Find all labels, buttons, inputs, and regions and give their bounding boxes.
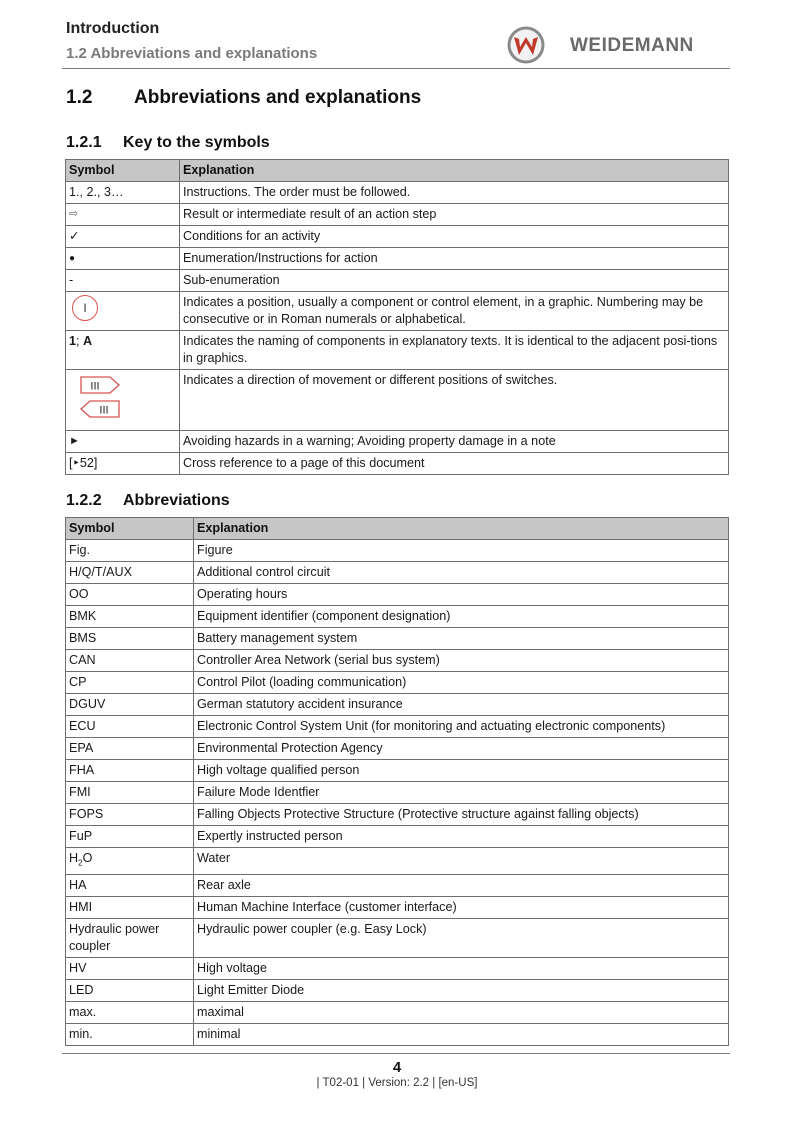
table-row bbox=[66, 782, 729, 804]
meaning-cell: High voltage bbox=[194, 957, 729, 979]
table-row bbox=[66, 248, 729, 270]
meaning-cell: Equipment identifier (component designation) bbox=[194, 606, 729, 628]
document-version: | T02-01 | Version: 2.2 | [en-US] bbox=[316, 1077, 478, 1089]
meaning-cell: maximal bbox=[194, 1001, 729, 1023]
table-row bbox=[66, 270, 729, 292]
meaning-cell: Operating hours bbox=[194, 584, 729, 606]
meaning-cell: German statutory accident insurance bbox=[194, 694, 729, 716]
explanation-cell: Enumeration/Instructions for action bbox=[180, 248, 729, 270]
abbreviations-table bbox=[65, 517, 729, 1046]
abbreviation-cell: min. bbox=[66, 1023, 194, 1045]
abbreviation-cell: CAN bbox=[66, 650, 194, 672]
formula-subscript: 2 bbox=[78, 858, 83, 868]
table-row bbox=[66, 606, 729, 628]
abbreviation-cell: Fig. bbox=[66, 540, 194, 562]
direction-left-label: III bbox=[99, 404, 109, 417]
explanation-cell: Sub-enumeration bbox=[180, 270, 729, 292]
meaning-cell: Environmental Protection Agency bbox=[194, 738, 729, 760]
table-row bbox=[66, 204, 729, 226]
abbreviation-cell: FHA bbox=[66, 760, 194, 782]
explanation-cell: Cross reference to a page of this document bbox=[180, 453, 729, 475]
table-row bbox=[66, 292, 729, 331]
formula-tail: O bbox=[82, 851, 93, 865]
symbol-cell: ✓ bbox=[66, 226, 180, 248]
explanation-cell: Result or intermediate result of an action step bbox=[180, 204, 729, 226]
abbreviation-cell: EPA bbox=[66, 738, 194, 760]
table-row bbox=[66, 431, 729, 453]
footer-divider bbox=[62, 1053, 730, 1054]
table-row bbox=[66, 760, 729, 782]
table-row bbox=[66, 540, 729, 562]
direction-left-icon bbox=[80, 400, 120, 418]
column-header-symbol: Symbol bbox=[66, 160, 180, 182]
weidemann-logo-icon bbox=[506, 25, 546, 65]
meaning-cell: Additional control circuit bbox=[194, 562, 729, 584]
table-row bbox=[66, 562, 729, 584]
table-row bbox=[66, 804, 729, 826]
table-header-row bbox=[66, 160, 729, 182]
table-row bbox=[66, 874, 729, 896]
meaning-cell: Light Emitter Diode bbox=[194, 979, 729, 1001]
symbol-cell: 1., 2., 3… bbox=[66, 182, 180, 204]
table-row bbox=[66, 979, 729, 1001]
meaning-cell: Battery management system bbox=[194, 628, 729, 650]
table-row bbox=[66, 896, 729, 918]
symbol-separator: ; bbox=[76, 334, 84, 348]
logo-wordmark: WEIDEMANN bbox=[570, 35, 694, 56]
header-divider bbox=[62, 68, 730, 69]
table-row bbox=[66, 672, 729, 694]
explanation-cell: Indicates the naming of components in explanatory texts. It is identical to the adjacent posi-tions in graphics. bbox=[180, 331, 729, 370]
meaning-cell: minimal bbox=[194, 1023, 729, 1045]
meaning-cell: Failure Mode Identfier bbox=[194, 782, 729, 804]
symbol-cell bbox=[66, 370, 180, 431]
table-row bbox=[66, 1023, 729, 1045]
abbreviation-cell: HMI bbox=[66, 896, 194, 918]
table-row bbox=[66, 650, 729, 672]
explanation-cell: Indicates a direction of movement or different positions of switches. bbox=[180, 370, 729, 431]
table-row bbox=[66, 694, 729, 716]
meaning-cell: Falling Objects Protective Structure (Protective structure against falling objects) bbox=[194, 804, 729, 826]
subsection-number: 1.2.1 bbox=[66, 134, 102, 151]
symbol-cell bbox=[66, 331, 180, 370]
abbreviation-cell: FuP bbox=[66, 826, 194, 848]
abbreviation-cell: BMS bbox=[66, 628, 194, 650]
column-header-symbol: Symbol bbox=[66, 518, 194, 540]
table-row bbox=[66, 738, 729, 760]
abbreviation-cell: CP bbox=[66, 672, 194, 694]
symbols-table bbox=[65, 159, 729, 475]
formula-base: H bbox=[69, 851, 79, 865]
abbreviation-cell: H/Q/T/AUX bbox=[66, 562, 194, 584]
subsection-title: Abbreviations bbox=[123, 492, 230, 509]
meaning-cell: Hydraulic power coupler (e.g. Easy Lock) bbox=[194, 918, 729, 957]
abbreviation-cell: ECU bbox=[66, 716, 194, 738]
meaning-cell: Electronic Control System Unit (for monitoring and actuating electronic components) bbox=[194, 716, 729, 738]
component-letter-label: A bbox=[83, 334, 93, 348]
page-number: 4 bbox=[392, 1059, 402, 1076]
symbol-cell: ● bbox=[66, 248, 180, 270]
symbol-cell: ► bbox=[66, 431, 180, 453]
table-row bbox=[66, 826, 729, 848]
component-number-label: 1 bbox=[69, 334, 77, 348]
meaning-cell: Human Machine Interface (customer interface) bbox=[194, 896, 729, 918]
abbreviation-cell: max. bbox=[66, 1001, 194, 1023]
table-row bbox=[66, 331, 729, 370]
position-marker-icon: I bbox=[72, 295, 98, 321]
explanation-cell: Indicates a position, usually a component or control element, in a graphic. Numbering may be consecutive or in Roman numerals or alphabetical. bbox=[180, 292, 729, 331]
meaning-cell: High voltage qualified person bbox=[194, 760, 729, 782]
abbreviation-cell: Hydraulic power coupler bbox=[66, 918, 194, 957]
header-section: 1.2 Abbreviations and explanations bbox=[66, 45, 318, 62]
meaning-cell: Control Pilot (loading communication) bbox=[194, 672, 729, 694]
meaning-cell: Water bbox=[194, 848, 729, 875]
column-header-explanation: Explanation bbox=[180, 160, 729, 182]
table-row bbox=[66, 716, 729, 738]
abbreviation-cell: LED bbox=[66, 979, 194, 1001]
meaning-cell: Expertly instructed person bbox=[194, 826, 729, 848]
abbreviation-cell: OO bbox=[66, 584, 194, 606]
table-row bbox=[66, 370, 729, 431]
table-row bbox=[66, 453, 729, 475]
explanation-cell: Avoiding hazards in a warning; Avoiding property damage in a note bbox=[180, 431, 729, 453]
column-header-explanation: Explanation bbox=[194, 518, 729, 540]
table-row bbox=[66, 182, 729, 204]
abbreviation-cell: HA bbox=[66, 874, 194, 896]
abbreviation-cell: DGUV bbox=[66, 694, 194, 716]
symbol-cell: [‣52] bbox=[66, 453, 180, 475]
subsection-title: Key to the symbols bbox=[123, 134, 270, 151]
meaning-cell: Rear axle bbox=[194, 874, 729, 896]
explanation-cell: Instructions. The order must be followed. bbox=[180, 182, 729, 204]
table-row bbox=[66, 918, 729, 957]
meaning-cell: Figure bbox=[194, 540, 729, 562]
direction-right-label: III bbox=[90, 380, 100, 393]
abbreviation-cell: HV bbox=[66, 957, 194, 979]
table-row bbox=[66, 628, 729, 650]
table-row bbox=[66, 226, 729, 248]
subsection-number: 1.2.2 bbox=[66, 492, 102, 509]
abbreviation-cell bbox=[66, 848, 194, 875]
meaning-cell: Controller Area Network (serial bus system) bbox=[194, 650, 729, 672]
section-number: 1.2 bbox=[66, 87, 93, 108]
table-row bbox=[66, 1001, 729, 1023]
abbreviation-cell: BMK bbox=[66, 606, 194, 628]
table-row bbox=[66, 584, 729, 606]
symbol-cell: - bbox=[66, 270, 180, 292]
header-chapter: Introduction bbox=[66, 20, 160, 37]
table-row bbox=[66, 957, 729, 979]
symbol-cell: ⇨ bbox=[66, 204, 180, 226]
section-title: Abbreviations and explanations bbox=[134, 87, 422, 108]
table-header-row bbox=[66, 518, 729, 540]
abbreviation-cell: FOPS bbox=[66, 804, 194, 826]
table-row bbox=[66, 848, 729, 875]
explanation-cell: Conditions for an activity bbox=[180, 226, 729, 248]
symbol-cell bbox=[66, 292, 180, 331]
direction-right-icon bbox=[80, 376, 120, 394]
abbreviation-cell: FMI bbox=[66, 782, 194, 804]
